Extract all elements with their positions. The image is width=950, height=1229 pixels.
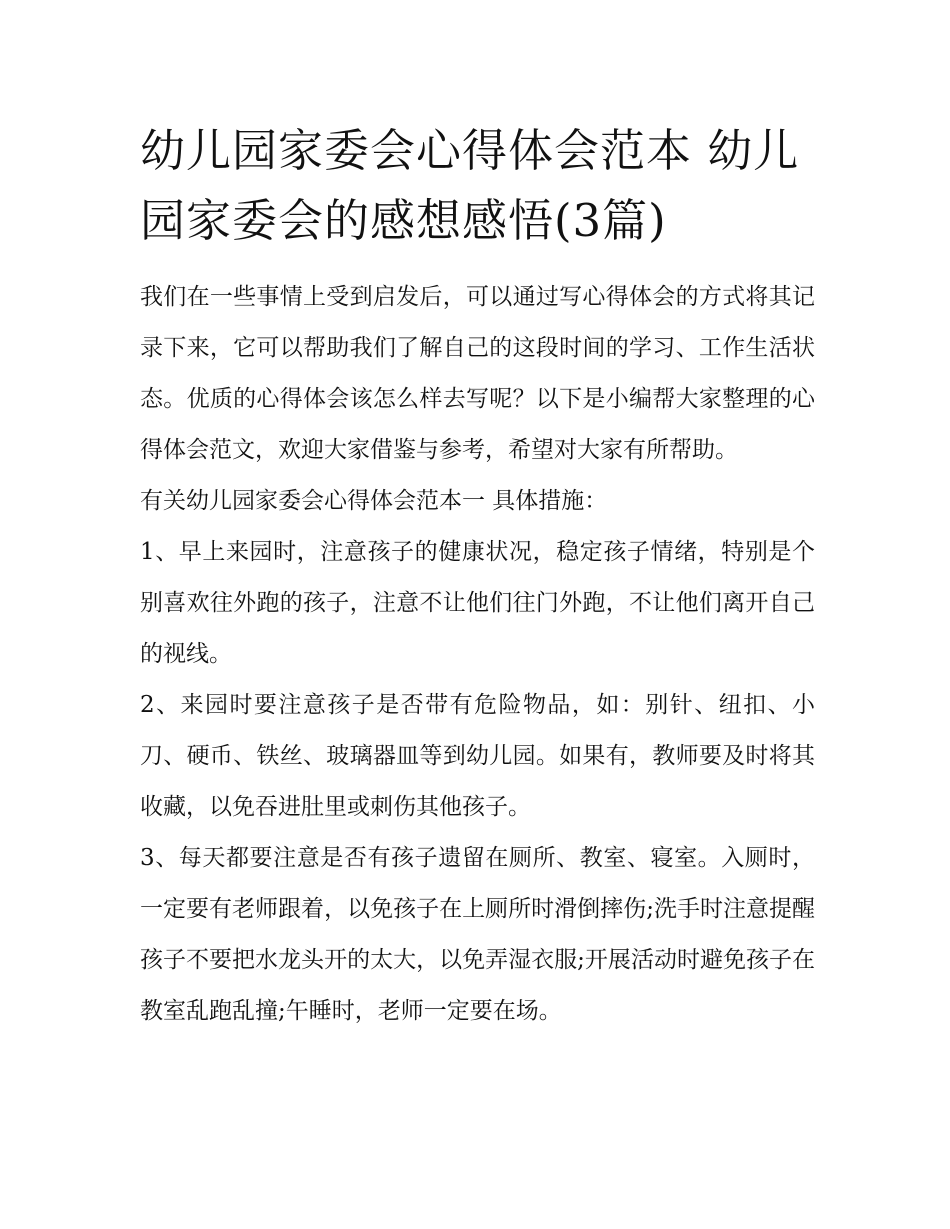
document-body	[140, 116, 815, 1037]
section-heading: 有关幼儿园家委会心得体会范本一 具体措施：	[140, 488, 608, 514]
measure-item-2: 2、来园时要注意孩子是否带有危险物品，如：别针、纽扣、小刀、硬币、铁丝、玻璃器皿等到幼儿园。如果有，教师要及时将其收藏，以免吞进肚里或刺伤其他孩子。	[140, 692, 815, 820]
document-title: 幼儿园家委会心得体会范本 幼儿园家委会的感想感悟(3篇)	[140, 124, 800, 247]
measure-item-3: 3、每天都要注意是否有孩子遗留在厕所、教室、寝室。入厕时，一定要有老师跟着，以免孩子在上厕所时滑倒摔伤;洗手时注意提醒孩子不要把水龙头开的太大，以免弄湿衣服;开展活动时避免孩子在教室乱跑乱撞;午睡时，老师一定要在场。	[140, 845, 815, 1024]
intro-paragraph: 我们在一些事情上受到启发后，可以通过写心得体会的方式将其记录下来，它可以帮助我们了解自己的这段时间的学习、工作生活状态。优质的心得体会该怎么样去写呢？以下是小编帮大家整理的心得体会范文，欢迎大家借鉴与参考，希望对大家有所帮助。	[140, 284, 815, 463]
measure-item-1: 1、早上来园时，注意孩子的健康状况，稳定孩子情绪，特别是个别喜欢往外跑的孩子，注意不让他们往门外跑，不让他们离开自己的视线。	[140, 539, 815, 667]
